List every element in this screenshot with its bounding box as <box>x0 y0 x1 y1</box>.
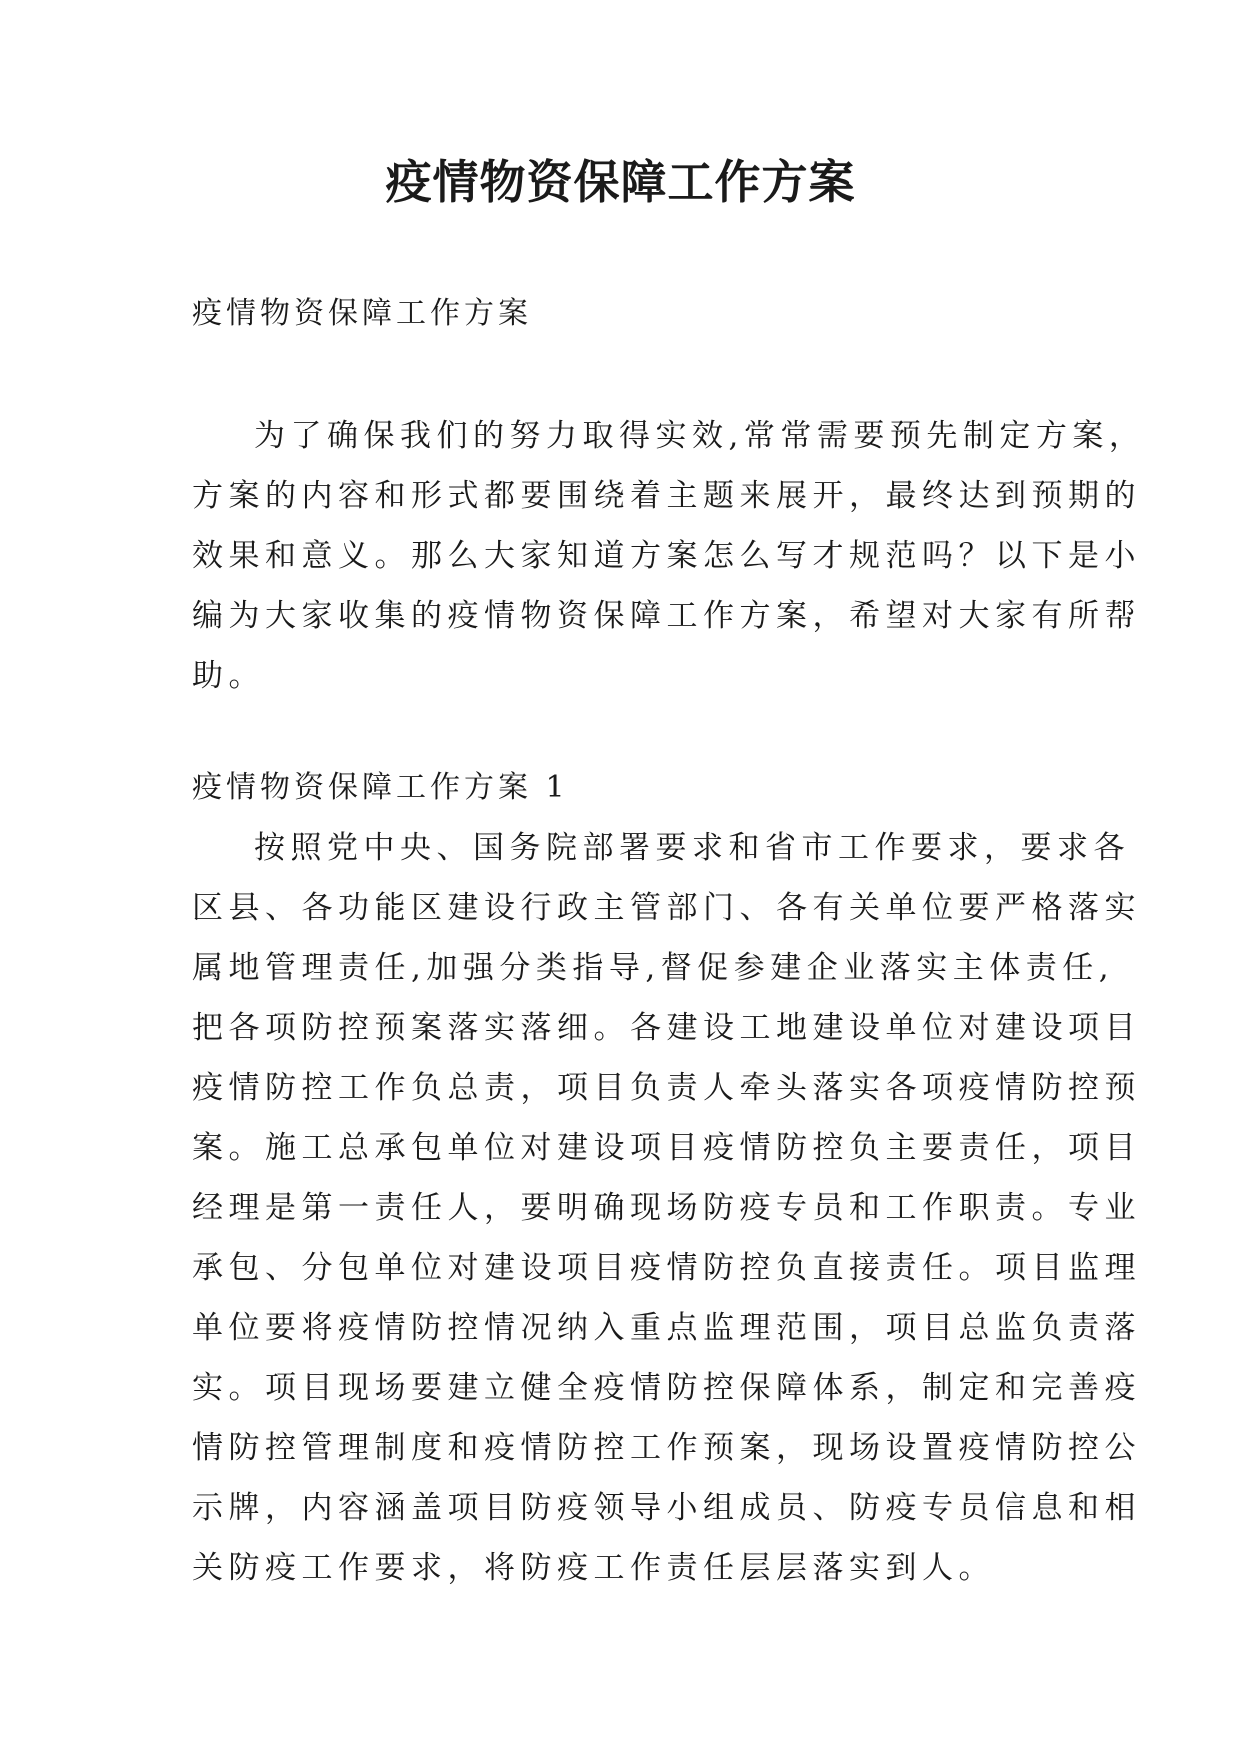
paragraph-line: 区县、各功能区建设行政主管部门、各有关单位要严格落实 <box>192 890 1141 926</box>
paragraph-line: 示牌，内容涵盖项目防疫领导小组成员、防疫专员信息和相 <box>192 1490 1141 1526</box>
document-subtitle: 疫情物资保障工作方案 <box>192 296 532 331</box>
paragraph-line: 效果和意义。那么大家知道方案怎么写才规范吗？以下是小 <box>192 538 1141 574</box>
paragraph-line: 属地管理责任,加强分类指导,督促参建企业落实主体责任, <box>192 950 1115 986</box>
paragraph-line: 经理是第一责任人，要明确现场防疫专员和工作职责。专业 <box>192 1190 1141 1226</box>
page-title: 疫情物资保障工作方案 <box>385 155 856 209</box>
section1-paragraph <box>192 818 1141 1598</box>
paragraph-line: 单位要将疫情防控情况纳入重点监理范围，项目总监负责落 <box>192 1310 1141 1346</box>
intro-paragraph <box>192 406 1146 706</box>
paragraph-line: 为了确保我们的努力取得实效,常常需要预先制定方案， <box>254 418 1146 454</box>
paragraph-line: 案。施工总承包单位对建设项目疫情防控负主要责任，项目 <box>192 1130 1141 1166</box>
paragraph-line: 方案的内容和形式都要围绕着主题来展开，最终达到预期的 <box>192 478 1141 514</box>
section-heading: 疫情物资保障工作方案 1 <box>192 770 569 805</box>
paragraph-line: 疫情防控工作负总责，项目负责人牵头落实各项疫情防控预 <box>192 1070 1141 1106</box>
paragraph-line: 情防控管理制度和疫情防控工作预案，现场设置疫情防控公 <box>192 1430 1141 1466</box>
paragraph-line: 关防疫工作要求，将防疫工作责任层层落实到人。 <box>192 1550 995 1586</box>
paragraph-line: 按照党中央、国务院部署要求和省市工作要求，要求各 <box>254 830 1130 866</box>
paragraph-line: 助。 <box>192 658 265 694</box>
paragraph-line: 实。项目现场要建立健全疫情防控保障体系，制定和完善疫 <box>192 1370 1141 1406</box>
paragraph-line: 承包、分包单位对建设项目疫情防控负直接责任。项目监理 <box>192 1250 1141 1286</box>
paragraph-line: 编为大家收集的疫情物资保障工作方案，希望对大家有所帮 <box>192 598 1141 634</box>
paragraph-line: 把各项防控预案落实落细。各建设工地建设单位对建设项目 <box>192 1010 1141 1046</box>
